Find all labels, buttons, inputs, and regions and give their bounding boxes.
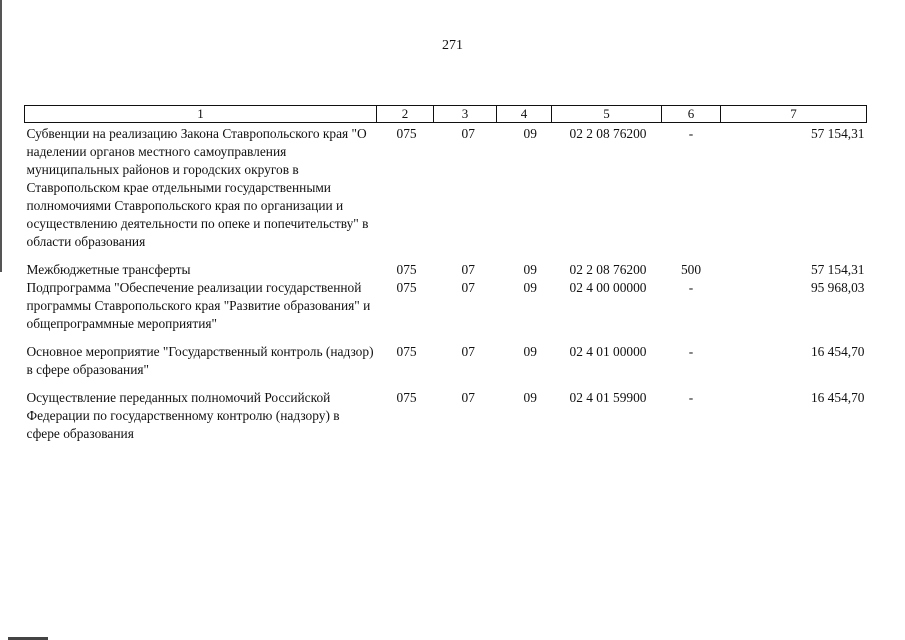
row-csr: 02 4 01 00000 <box>569 344 647 359</box>
row-csr: 02 4 00 00000 <box>569 280 647 295</box>
row-vr: - <box>688 280 694 295</box>
row-pr: 09 <box>523 280 537 295</box>
table-row <box>25 123 867 262</box>
row-amount: 57 154,31 <box>810 126 865 141</box>
table-row <box>25 389 867 443</box>
row-rz: 07 <box>461 262 475 277</box>
table-header-row <box>25 106 867 123</box>
budget-table <box>24 105 867 443</box>
column-header: 3 <box>434 106 497 123</box>
row-rz: 07 <box>461 280 475 295</box>
column-header: 6 <box>662 106 721 123</box>
row-name: Субвенции на реализацию Закона Ставропольского края "О наделении органов местного самоуправления муниципальных районов и городских округов в Ставропольском крае отдельными государственными полномочиями Ставропольского края по организации и осуществлению деятельности по опеке и попечительству" в области образования <box>26 126 369 249</box>
row-name: Основное мероприятие "Государственный контроль (надзор) в сфере образования" <box>26 344 374 377</box>
row-vr: - <box>688 126 694 141</box>
row-rz: 07 <box>461 390 475 405</box>
row-ved: 075 <box>396 262 417 277</box>
row-csr: 02 2 08 76200 <box>569 262 647 277</box>
row-amount: 16 454,70 <box>810 390 865 405</box>
column-header: 2 <box>377 106 434 123</box>
row-amount: 95 968,03 <box>810 280 865 295</box>
row-ved: 075 <box>396 126 417 141</box>
row-csr: 02 2 08 76200 <box>569 126 647 141</box>
row-vr: - <box>688 390 694 405</box>
row-ved: 075 <box>396 344 417 359</box>
column-header: 1 <box>25 106 377 123</box>
row-amount: 16 454,70 <box>810 344 865 359</box>
table-row <box>25 279 867 343</box>
row-amount: 57 154,31 <box>810 262 865 277</box>
row-pr: 09 <box>523 344 537 359</box>
row-name: Межбюджетные трансферты <box>26 262 191 277</box>
page-number: 271 <box>442 38 463 53</box>
row-pr: 09 <box>523 126 537 141</box>
row-name: Осуществление переданных полномочий Российской Федерации по государственному контролю (надзору) в сфере образования <box>26 390 340 441</box>
column-header: 7 <box>721 106 867 123</box>
row-name: Подпрограмма "Обеспечение реализации государственной программы Ставропольского края "Развитие образования" и общепрограммные мероприятия" <box>26 280 371 331</box>
row-pr: 09 <box>523 262 537 277</box>
table-row <box>25 261 867 279</box>
row-vr: 500 <box>680 262 702 277</box>
row-ved: 075 <box>396 390 417 405</box>
column-header: 4 <box>497 106 552 123</box>
row-csr: 02 4 01 59900 <box>569 390 647 405</box>
column-header: 5 <box>552 106 662 123</box>
table-row <box>25 343 867 389</box>
row-vr: - <box>688 344 694 359</box>
row-rz: 07 <box>461 126 475 141</box>
row-rz: 07 <box>461 344 475 359</box>
row-pr: 09 <box>523 390 537 405</box>
row-ved: 075 <box>396 280 417 295</box>
